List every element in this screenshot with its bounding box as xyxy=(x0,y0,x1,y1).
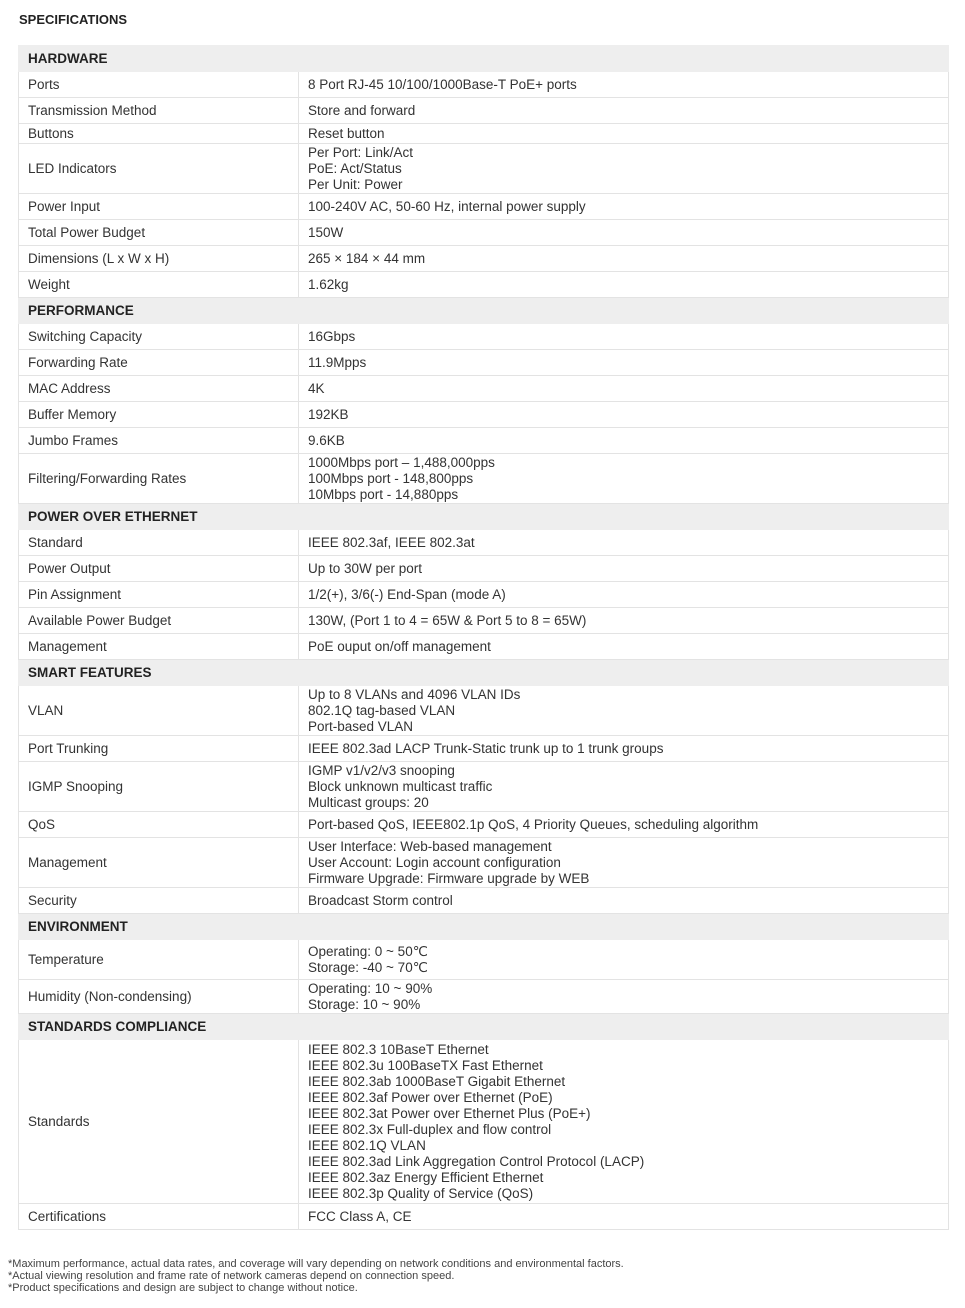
spec-value xyxy=(299,428,949,454)
spec-value-line: Firmware Upgrade: Firmware upgrade by WEB xyxy=(308,870,590,886)
section-title: ENVIRONMENT xyxy=(19,914,949,940)
spec-value xyxy=(299,530,949,556)
spec-value-line: IEEE 802.3 10BaseT Ethernet xyxy=(308,1041,489,1057)
spec-value-line: Port-based VLAN xyxy=(308,718,414,734)
spec-value-line: IEEE 802.3u 100BaseTX Fast Ethernet xyxy=(308,1057,543,1073)
spec-value-line: Operating: 10 ~ 90% xyxy=(308,980,433,996)
spec-row xyxy=(19,72,949,98)
spec-row xyxy=(19,762,949,812)
spec-row xyxy=(19,402,949,428)
spec-row xyxy=(19,454,949,504)
spec-row xyxy=(19,350,949,376)
section-header xyxy=(19,504,949,530)
spec-value-line: Up to 8 VLANs and 4096 VLAN IDs xyxy=(308,686,521,702)
spec-value-line: IEEE 802.3p Quality of Service (QoS) xyxy=(308,1185,534,1201)
spec-label: Total Power Budget xyxy=(19,220,299,246)
spec-value-line: 192KB xyxy=(308,406,349,422)
spec-label: Transmission Method xyxy=(19,98,299,124)
spec-label: Buttons xyxy=(19,124,299,144)
spec-row xyxy=(19,582,949,608)
spec-value xyxy=(299,324,949,350)
spec-value xyxy=(299,634,949,660)
section-title: HARDWARE xyxy=(19,46,949,72)
spec-value-line: User Account: Login account configuration xyxy=(308,854,561,870)
spec-value-line: Operating: 0 ~ 50℃ xyxy=(308,943,428,959)
spec-label: Available Power Budget xyxy=(19,608,299,634)
spec-label: Forwarding Rate xyxy=(19,350,299,376)
spec-value xyxy=(299,582,949,608)
spec-value xyxy=(299,246,949,272)
spec-value-line: IGMP v1/v2/v3 snooping xyxy=(308,762,455,778)
page-title: SPECIFICATIONS xyxy=(19,12,128,27)
spec-value xyxy=(299,838,949,888)
spec-value-line: Per Port: Link/Act xyxy=(308,144,414,160)
spec-value xyxy=(299,144,949,194)
spec-value-line: IEEE 802.1Q VLAN xyxy=(308,1137,426,1153)
spec-value xyxy=(299,762,949,812)
footnote: *Actual viewing resolution and frame rate of network cameras depend on connection speed. xyxy=(8,1270,455,1282)
spec-label: Management xyxy=(19,838,299,888)
spec-row xyxy=(19,530,949,556)
spec-row xyxy=(19,272,949,298)
spec-label: Buffer Memory xyxy=(19,402,299,428)
spec-value xyxy=(299,686,949,736)
spec-value-line: Reset button xyxy=(308,125,385,141)
spec-row xyxy=(19,98,949,124)
spec-value-line: 11.9Mpps xyxy=(308,354,367,370)
spec-label: Ports xyxy=(19,72,299,98)
spec-label: IGMP Snooping xyxy=(19,762,299,812)
spec-value xyxy=(299,556,949,582)
spec-value-line: 265 × 184 × 44 mm xyxy=(308,250,426,266)
spec-row xyxy=(19,940,949,980)
spec-value xyxy=(299,194,949,220)
spec-row xyxy=(19,220,949,246)
spec-value-line: 16Gbps xyxy=(308,328,356,344)
section-title: SMART FEATURES xyxy=(19,660,949,686)
spec-value xyxy=(299,1204,949,1230)
spec-row xyxy=(19,812,949,838)
spec-value-line: IEEE 802.3af, IEEE 802.3at xyxy=(308,534,475,550)
spec-label: Certifications xyxy=(19,1204,299,1230)
spec-value-line: FCC Class A, CE xyxy=(308,1208,412,1224)
spec-value xyxy=(299,812,949,838)
spec-value xyxy=(299,736,949,762)
spec-value xyxy=(299,454,949,504)
section-header xyxy=(19,46,949,72)
spec-label: Switching Capacity xyxy=(19,324,299,350)
spec-value xyxy=(299,402,949,428)
section-header xyxy=(19,660,949,686)
footnote: *Maximum performance, actual data rates, and coverage will vary depending on network conditions and environmental factors. xyxy=(8,1258,624,1270)
spec-value xyxy=(299,888,949,914)
spec-row xyxy=(19,838,949,888)
footnotes xyxy=(8,1258,624,1294)
spec-label: QoS xyxy=(19,812,299,838)
spec-value-line: IEEE 802.3af Power over Ethernet (PoE) xyxy=(308,1089,553,1105)
spec-value xyxy=(299,608,949,634)
spec-value xyxy=(299,72,949,98)
section-header xyxy=(19,914,949,940)
spec-value-line: Store and forward xyxy=(308,102,416,118)
spec-value-line: 4K xyxy=(308,380,325,396)
spec-value-line: 1/2(+), 3/6(-) End-Span (mode A) xyxy=(308,586,506,602)
spec-row xyxy=(19,686,949,736)
footnote: *Product specifications and design are subject to change without notice. xyxy=(8,1282,358,1294)
specifications-table xyxy=(18,45,949,1230)
spec-row xyxy=(19,1204,949,1230)
spec-label: Pin Assignment xyxy=(19,582,299,608)
spec-value-line: PoE: Act/Status xyxy=(308,160,402,176)
specifications-table-body xyxy=(19,46,949,1230)
spec-row xyxy=(19,246,949,272)
spec-value-line: IEEE 802.3ad Link Aggregation Control Protocol (LACP) xyxy=(308,1153,645,1169)
spec-value-line: 10Mbps port - 14,880pps xyxy=(308,486,459,502)
spec-value-line: 150W xyxy=(308,224,344,240)
spec-value-line: 1.62kg xyxy=(308,276,349,292)
spec-row xyxy=(19,1040,949,1204)
spec-value-line: Per Unit: Power xyxy=(308,176,403,192)
spec-value xyxy=(299,124,949,144)
spec-row xyxy=(19,324,949,350)
spec-label: LED Indicators xyxy=(19,144,299,194)
spec-row xyxy=(19,634,949,660)
spec-label: Management xyxy=(19,634,299,660)
spec-label: Dimensions (L x W x H) xyxy=(19,246,299,272)
spec-label: MAC Address xyxy=(19,376,299,402)
spec-value-line: 130W, (Port 1 to 4 = 65W & Port 5 to 8 = 65W) xyxy=(308,612,587,628)
spec-value-line: IEEE 802.3x Full-duplex and flow control xyxy=(308,1121,552,1137)
spec-value-line: User Interface: Web-based management xyxy=(308,838,552,854)
spec-value-line: Block unknown multicast traffic xyxy=(308,778,493,794)
spec-row xyxy=(19,428,949,454)
spec-label: Security xyxy=(19,888,299,914)
spec-value-line: IEEE 802.3ab 1000BaseT Gigabit Ethernet xyxy=(308,1073,566,1089)
spec-row xyxy=(19,888,949,914)
spec-row xyxy=(19,608,949,634)
spec-value xyxy=(299,350,949,376)
section-header xyxy=(19,298,949,324)
spec-value-line: 1000Mbps port – 1,488,000pps xyxy=(308,454,495,470)
spec-row xyxy=(19,736,949,762)
spec-value-line: IEEE 802.3at Power over Ethernet Plus (PoE+) xyxy=(308,1105,591,1121)
spec-label: Port Trunking xyxy=(19,736,299,762)
spec-label: Power Output xyxy=(19,556,299,582)
spec-row xyxy=(19,194,949,220)
spec-value-line: Port-based QoS, IEEE802.1p QoS, 4 Priority Queues, scheduling algorithm xyxy=(308,816,759,832)
spec-value xyxy=(299,980,949,1014)
spec-label: Filtering/Forwarding Rates xyxy=(19,454,299,504)
spec-value-line: Storage: 10 ~ 90% xyxy=(308,996,421,1012)
spec-value xyxy=(299,1040,949,1204)
spec-label: Power Input xyxy=(19,194,299,220)
spec-value xyxy=(299,98,949,124)
spec-value xyxy=(299,220,949,246)
spec-row xyxy=(19,144,949,194)
spec-label: Humidity (Non-condensing) xyxy=(19,980,299,1014)
section-title: PERFORMANCE xyxy=(19,298,949,324)
spec-label: Standards xyxy=(19,1040,299,1204)
spec-value-line: Multicast groups: 20 xyxy=(308,794,429,810)
section-header xyxy=(19,1014,949,1040)
spec-value-line: Storage: -40 ~ 70℃ xyxy=(308,959,428,975)
spec-value-line: 100Mbps port - 148,800pps xyxy=(308,470,474,486)
spec-value xyxy=(299,376,949,402)
spec-label: Jumbo Frames xyxy=(19,428,299,454)
spec-row xyxy=(19,124,949,144)
spec-label: Temperature xyxy=(19,940,299,980)
spec-value xyxy=(299,272,949,298)
spec-value-line: 9.6KB xyxy=(308,432,345,448)
spec-label: Standard xyxy=(19,530,299,556)
spec-row xyxy=(19,980,949,1014)
spec-value-line: 100-240V AC, 50-60 Hz, internal power supply xyxy=(308,198,586,214)
spec-value-line: IEEE 802.3ad LACP Trunk-Static trunk up to 1 trunk groups xyxy=(308,740,664,756)
spec-value-line: IEEE 802.3az Energy Efficient Ethernet xyxy=(308,1169,544,1185)
spec-value-line: Up to 30W per port xyxy=(308,560,423,576)
spec-value-line: 802.1Q tag-based VLAN xyxy=(308,702,456,718)
spec-row xyxy=(19,556,949,582)
spec-label: VLAN xyxy=(19,686,299,736)
spec-label: Weight xyxy=(19,272,299,298)
spec-value-line: 8 Port RJ-45 10/100/1000Base-T PoE+ ports xyxy=(308,76,577,92)
spec-value xyxy=(299,940,949,980)
spec-value-line: Broadcast Storm control xyxy=(308,892,453,908)
section-title: POWER OVER ETHERNET xyxy=(19,504,949,530)
section-title: STANDARDS COMPLIANCE xyxy=(19,1014,949,1040)
spec-value-line: PoE ouput on/off management xyxy=(308,638,491,654)
spec-row xyxy=(19,376,949,402)
